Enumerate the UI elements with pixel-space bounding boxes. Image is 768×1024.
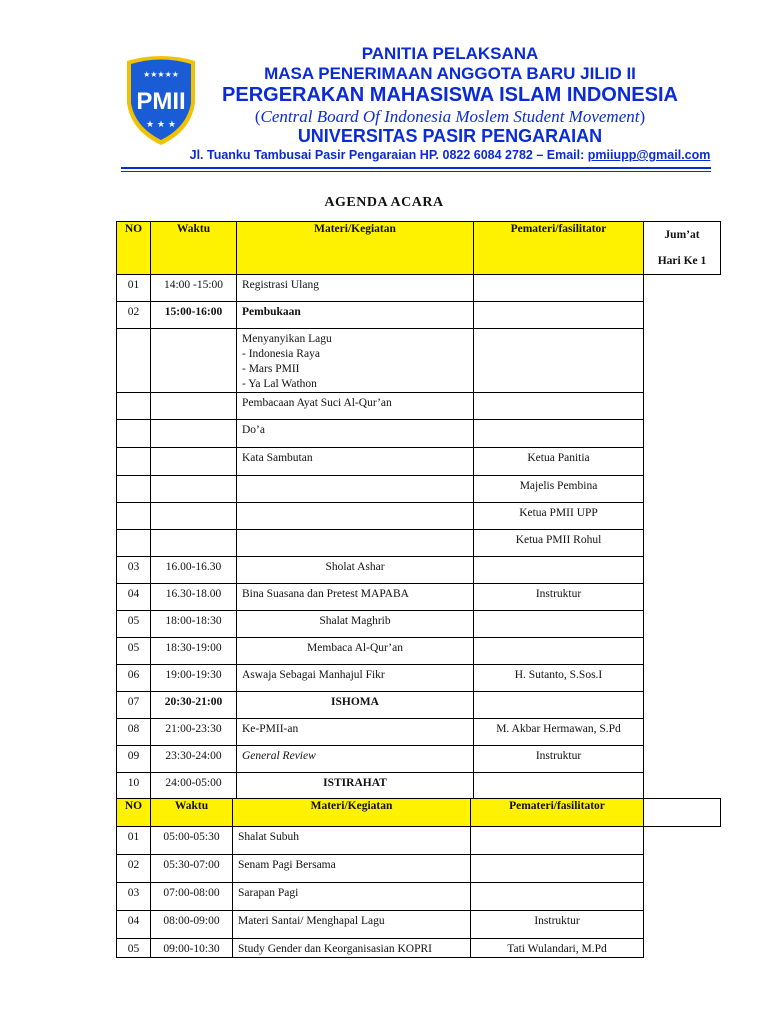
cell-pemateri xyxy=(474,393,644,420)
table-row xyxy=(117,557,721,584)
page-title: AGENDA ACARA xyxy=(324,195,444,210)
sub-item: - Indonesia Raya xyxy=(242,348,320,360)
cell-materi: ISHOMA xyxy=(237,692,474,719)
header-pemateri: Pemateri/fasilitator xyxy=(471,799,644,827)
cell-waktu xyxy=(151,503,237,530)
table-row xyxy=(117,503,721,530)
cell-no: 06 xyxy=(117,665,151,692)
day2-label xyxy=(644,799,721,827)
cell-materi: Bina Suasana dan Pretest MAPABA xyxy=(237,584,474,611)
cell-materi: Sarapan Pagi xyxy=(233,883,471,911)
cell-waktu xyxy=(151,530,237,557)
header-materi: Materi/Kegiatan xyxy=(233,799,471,827)
header-no: NO xyxy=(117,222,151,275)
table-row xyxy=(117,773,721,800)
cell-no: 02 xyxy=(117,855,151,883)
header-rule-thin xyxy=(121,171,711,172)
cell-waktu: 14:00 -15:00 xyxy=(151,275,237,302)
cell-materi: Materi Santai/ Menghapal Lagu xyxy=(233,911,471,939)
cell-pemateri xyxy=(471,855,644,883)
table-row xyxy=(117,393,721,420)
cell-pemateri xyxy=(474,773,644,800)
cell-waktu: 21:00-23:30 xyxy=(151,719,237,746)
cell-pemateri xyxy=(474,638,644,665)
table-row xyxy=(117,584,721,611)
cell-waktu: 18:30-19:00 xyxy=(151,638,237,665)
header-materi: Materi/Kegiatan xyxy=(237,222,474,275)
cell-pemateri: Ketua Panitia xyxy=(474,448,644,476)
header-line-4: (Central Board Of Indonesia Moslem Student Movement) xyxy=(254,107,646,126)
cell-materi: Pembacaan Ayat Suci Al-Qur’an xyxy=(237,393,474,420)
cell-waktu: 23:30-24:00 xyxy=(151,746,237,773)
cell-waktu: 19:00-19:30 xyxy=(151,665,237,692)
cell-pemateri: H. Sutanto, S.Sos.I xyxy=(474,665,644,692)
cell-pemateri xyxy=(471,827,644,855)
cell-pemateri xyxy=(474,611,644,638)
cell-no xyxy=(117,329,151,393)
cell-pemateri: Instruktur xyxy=(474,584,644,611)
table-row xyxy=(117,665,721,692)
cell-waktu: 09:00-10:30 xyxy=(151,939,233,958)
sub-item: - Ya Lal Wathon xyxy=(242,378,317,390)
cell-materi xyxy=(237,329,474,393)
cell-no: 09 xyxy=(117,746,151,773)
cell-no: 01 xyxy=(117,275,151,302)
cell-waktu: 24:00-05:00 xyxy=(151,773,237,800)
cell-materi: Registrasi Ulang xyxy=(237,275,474,302)
cell-pemateri: Tati Wulandari, M.Pd xyxy=(471,939,644,958)
cell-waktu: 18:00-18:30 xyxy=(151,611,237,638)
cell-no: 03 xyxy=(117,883,151,911)
cell-waktu xyxy=(151,393,237,420)
table-row xyxy=(117,746,721,773)
cell-no xyxy=(117,448,151,476)
cell-waktu xyxy=(151,420,237,448)
cell-materi: Membaca Al-Qur’an xyxy=(237,638,474,665)
cell-pemateri xyxy=(474,557,644,584)
cell-waktu: 16.30-18.00 xyxy=(151,584,237,611)
cell-no xyxy=(117,420,151,448)
svg-text:★★★★★: ★★★★★ xyxy=(143,70,179,79)
cell-pemateri xyxy=(474,302,644,329)
agenda-table-day2 xyxy=(116,798,721,958)
table-row xyxy=(117,302,721,329)
cell-waktu xyxy=(151,448,237,476)
cell-no: 02 xyxy=(117,302,151,329)
cell-waktu: 16.00-16.30 xyxy=(151,557,237,584)
cell-no xyxy=(117,393,151,420)
table-row xyxy=(117,883,721,911)
header-line-1: PANITIA PELAKSANA xyxy=(361,44,539,63)
cell-waktu: 08:00-09:00 xyxy=(151,911,233,939)
table-row xyxy=(117,530,721,557)
header-waktu: Waktu xyxy=(151,799,233,827)
cell-materi: Sholat Ashar xyxy=(237,557,474,584)
table-row xyxy=(117,911,721,939)
header-line-2: MASA PENERIMAAN ANGGOTA BARU JILID II xyxy=(264,64,636,83)
cell-no: 05 xyxy=(117,611,151,638)
cell-materi-text: Menyanyikan Lagu xyxy=(242,333,332,345)
header-rule-thick xyxy=(121,167,711,169)
table-row xyxy=(117,855,721,883)
cell-materi xyxy=(237,476,474,503)
header-pemateri: Pemateri/fasilitator xyxy=(474,222,644,275)
cell-pemateri xyxy=(474,692,644,719)
cell-materi: Shalat Subuh xyxy=(233,827,471,855)
cell-waktu: 05:00-05:30 xyxy=(151,827,233,855)
cell-pemateri xyxy=(474,329,644,393)
cell-materi: ISTIRAHAT xyxy=(237,773,474,800)
cell-pemateri: M. Akbar Hermawan, S.Pd xyxy=(474,719,644,746)
svg-text:★ ★ ★: ★ ★ ★ xyxy=(146,120,176,130)
cell-waktu: 05:30-07:00 xyxy=(151,855,233,883)
cell-waktu xyxy=(151,476,237,503)
cell-no: 10 xyxy=(117,773,151,800)
cell-materi xyxy=(237,503,474,530)
cell-waktu: 15:00-16:00 xyxy=(151,302,237,329)
cell-waktu: 20:30-21:00 xyxy=(151,692,237,719)
table-row xyxy=(117,275,721,302)
header-line-5: UNIVERSITAS PASIR PENGARAIAN xyxy=(297,126,603,146)
cell-materi: Senam Pagi Bersama xyxy=(233,855,471,883)
table-row xyxy=(117,611,721,638)
cell-no: 07 xyxy=(117,692,151,719)
cell-materi: General Review xyxy=(237,746,474,773)
agenda-table-day1 xyxy=(116,221,721,800)
cell-pemateri: Instruktur xyxy=(474,746,644,773)
cell-no xyxy=(117,503,151,530)
cell-pemateri: Instruktur xyxy=(471,911,644,939)
cell-materi: Aswaja Sebagai Manhajul Fikr xyxy=(237,665,474,692)
sub-item: - Mars PMII xyxy=(242,363,300,375)
cell-waktu: 07:00-08:00 xyxy=(151,883,233,911)
table-row xyxy=(117,448,721,476)
cell-no: 05 xyxy=(117,939,151,958)
header-waktu: Waktu xyxy=(151,222,237,275)
header-line-3: PERGERAKAN MAHASISWA ISLAM INDONESIA xyxy=(222,84,678,106)
cell-materi: Ke-PMII-an xyxy=(237,719,474,746)
header-no: NO xyxy=(117,799,151,827)
cell-materi: Study Gender dan Keorganisasian KOPRI xyxy=(233,939,471,958)
cell-pemateri xyxy=(474,420,644,448)
logo-text: PMII xyxy=(136,88,186,115)
cell-materi: Do’a xyxy=(237,420,474,448)
cell-waktu xyxy=(151,329,237,393)
header-address: Jl. Tuanku Tambusai Pasir Pengaraian HP. 0822 6084 2782 – Email: pmiiupp@gmail.com xyxy=(189,148,711,162)
cell-no: 04 xyxy=(117,911,151,939)
table-row xyxy=(117,476,721,503)
day-label: Jum’at Hari Ke 1 xyxy=(644,222,721,275)
cell-no xyxy=(117,476,151,503)
table-row xyxy=(117,638,721,665)
cell-no: 08 xyxy=(117,719,151,746)
cell-materi: Shalat Maghrib xyxy=(237,611,474,638)
table-row xyxy=(117,827,721,855)
cell-no: 04 xyxy=(117,584,151,611)
table-row xyxy=(117,692,721,719)
table-row xyxy=(117,939,721,958)
cell-pemateri xyxy=(471,883,644,911)
pmii-logo xyxy=(121,53,201,147)
table-row xyxy=(117,719,721,746)
table-row xyxy=(117,329,721,393)
cell-pemateri: Ketua PMII UPP xyxy=(474,503,644,530)
cell-materi: Pembukaan xyxy=(237,302,474,329)
cell-no: 05 xyxy=(117,638,151,665)
cell-pemateri: Ketua PMII Rohul xyxy=(474,530,644,557)
cell-no xyxy=(117,530,151,557)
table-row xyxy=(117,420,721,448)
cell-no: 03 xyxy=(117,557,151,584)
cell-no: 01 xyxy=(117,827,151,855)
cell-pemateri: Majelis Pembina xyxy=(474,476,644,503)
email-link[interactable]: pmiiupp@gmail.com xyxy=(587,148,711,162)
cell-materi: Kata Sambutan xyxy=(237,448,474,476)
cell-pemateri xyxy=(474,275,644,302)
cell-materi xyxy=(237,530,474,557)
